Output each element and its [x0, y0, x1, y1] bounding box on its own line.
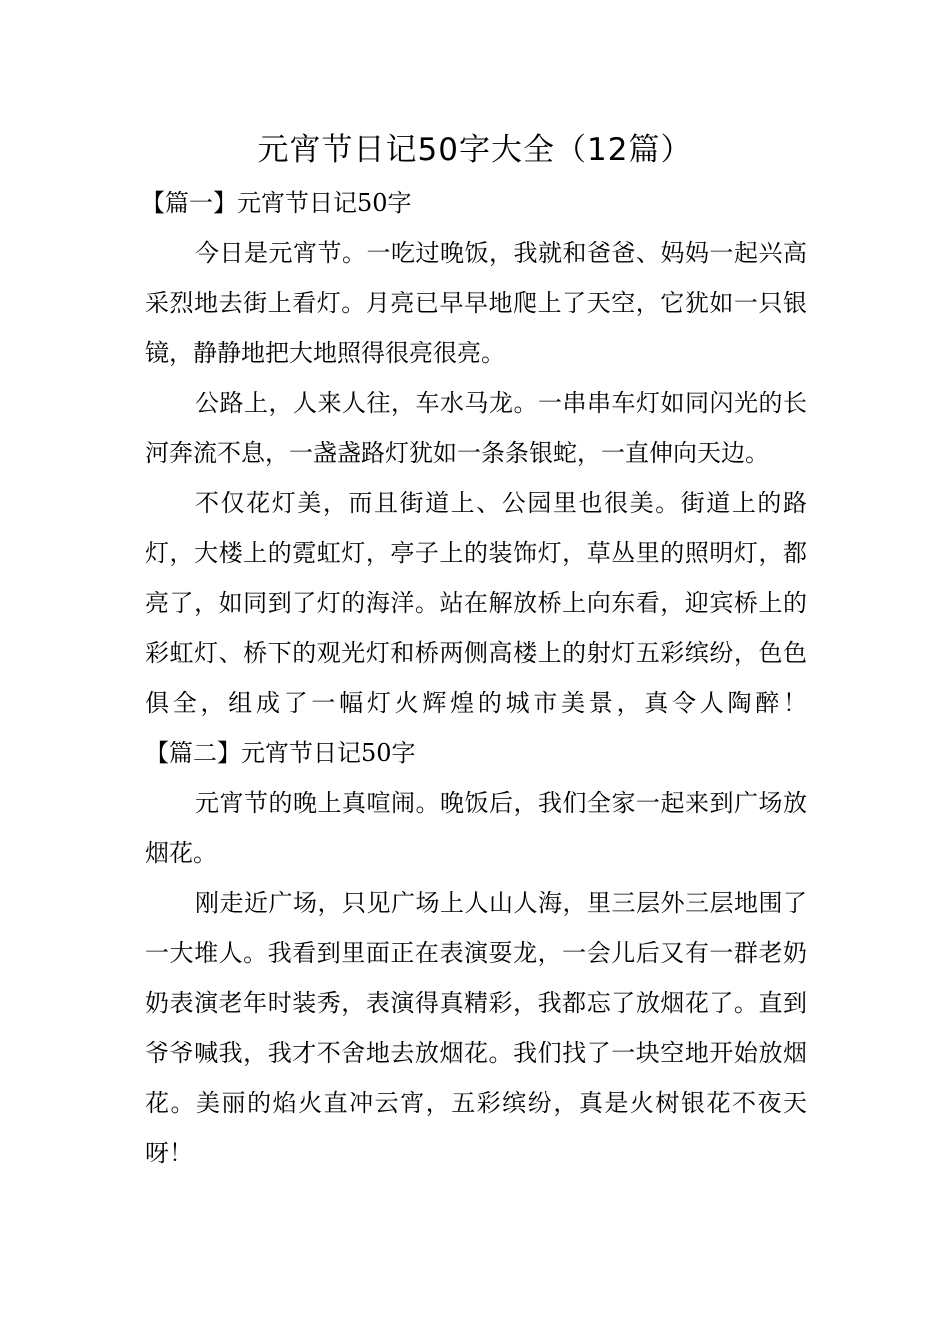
section-heading-1: 【篇一】元宵节日记50字 [141, 189, 412, 217]
paragraph-text: 不仅花灯美，而且街道上、公园里也很美。街道上的路灯，大楼上的霓虹灯，亭子上的装饰灯，草丛里的照明灯，都亮了，如同到了灯的海洋。站在解放桥上向东看，迎宾桥上的彩虹灯、桥下的观光灯和桥两侧高楼上的射灯五彩缤纷，色色俱全，组成了一幅灯火辉煌的城市美景，真令人陶醉！ [145, 489, 807, 717]
paragraph: 公路上，人来人往，车水马龙。一串串车灯如同闪光的长河奔流不息，一盏盏路灯犹如一条条银蛇，一直伸向天边。 [145, 389, 807, 467]
paragraph-with-inline-heading [145, 478, 807, 778]
section-heading-2: 【篇二】元宵节日记50字 [145, 739, 416, 767]
paragraph: 元宵节的晚上真喧闹。晚饭后，我们全家一起来到广场放烟花。 [145, 789, 807, 867]
paragraph: 今日是元宵节。一吃过晚饭，我就和爸爸、妈妈一起兴高采烈地去街上看灯。月亮已早早地爬上了天空，它犹如一只银镜，静静地把大地照得很亮很亮。 [145, 239, 807, 367]
document-title: 元宵节日记50字大全（12篇） [257, 132, 693, 168]
document-body [141, 178, 807, 1178]
paragraph: 刚走近广场，只见广场上人山人海，里三层外三层地围了一大堆人。我看到里面正在表演耍龙，一会儿后又有一群老奶奶表演老年时装秀，表演得真精彩，我都忘了放烟花了。直到爷爷喊我，我才不舍地去放烟花。我们找了一块空地开始放烟花。美丽的焰火直冲云宵，五彩缤纷，真是火树银花不夜天呀！ [145, 889, 807, 1167]
